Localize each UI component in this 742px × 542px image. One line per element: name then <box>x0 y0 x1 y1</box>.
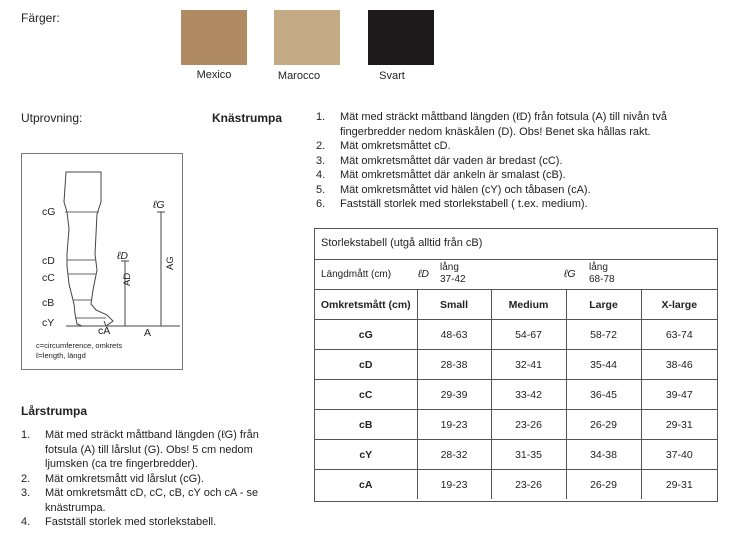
leg-measurement-diagram <box>21 153 183 370</box>
table-row <box>315 320 717 350</box>
colors-heading: Färger: <box>21 11 60 25</box>
color-swatch-svart <box>368 10 434 65</box>
table-cell: 19-23 <box>417 470 491 500</box>
table-row <box>315 440 717 470</box>
table-cell: 29-31 <box>641 410 717 440</box>
knee-step: 6. Fastställ storlek med storlekstabell ( t.ex. medium). <box>316 198 588 210</box>
label-cA: cA <box>98 325 111 337</box>
label-cC: cC <box>42 272 55 284</box>
table-cell: 38-46 <box>641 350 717 380</box>
lD-symbol: ℓD <box>418 268 429 280</box>
length-label: Längdmått (cm) <box>321 269 392 280</box>
header-cell: Large <box>566 290 641 320</box>
label-A: A <box>144 327 152 339</box>
lD-value-line1: lång <box>440 262 459 273</box>
table-cell: 33-42 <box>491 380 566 410</box>
table-cell: 34-38 <box>566 440 641 470</box>
diagram-legend-line2: ℓ=length, längd <box>36 351 86 360</box>
table-cell: 54-67 <box>491 320 566 350</box>
knee-step: 5. Mät omkretsmåttet vid hälen (cY) och tåbasen (cA). <box>316 183 591 196</box>
label-cD: cD <box>42 255 55 267</box>
thigh-step: 1. Mät med sträckt måttband längden (ℓG) från fotsula (A) till lårslut (G). Obs! 5 cm nedom ljumsken (ca tre fingerbredder). <box>21 429 259 470</box>
row-label: cB <box>315 410 417 440</box>
color-label-mexico: Mexico <box>196 69 232 81</box>
table-cell: 48-63 <box>417 320 491 350</box>
table-cell: 37-40 <box>641 440 717 470</box>
header-cell: Small <box>417 290 491 320</box>
label-cG: cG <box>42 206 56 218</box>
color-swatch-mexico <box>181 10 247 65</box>
table-cell: 26-29 <box>566 470 641 500</box>
row-label: cD <box>315 350 417 380</box>
table-cell: 35-44 <box>566 350 641 380</box>
label-cY: cY <box>42 317 55 329</box>
fitting-label: Utprovning: <box>21 111 83 125</box>
table-header-row <box>315 290 717 320</box>
row-label: cG <box>315 320 417 350</box>
knee-step: 2. Mät omkretsmåttet cD. <box>316 140 451 152</box>
row-label: cY <box>315 440 417 470</box>
length-row <box>315 259 717 290</box>
table-cell: 23-26 <box>491 470 566 500</box>
lG-value-line1: lång <box>589 262 608 273</box>
table-cell: 31-35 <box>491 440 566 470</box>
thigh-step: 3. Mät omkretsmått cD, cC, cB, cY och cA - se knästrumpa. <box>21 487 259 514</box>
table-cell: 28-32 <box>417 440 491 470</box>
color-label-marocco: Marocco <box>277 70 321 82</box>
size-table-caption: Storlekstabell (utgå alltid från cB) <box>321 237 483 249</box>
label-AD: AD <box>122 272 133 286</box>
thigh-step: 4. Fastställ storlek med storlekstabell. <box>21 516 217 528</box>
table-row <box>315 350 717 380</box>
thigh-steps-list <box>21 428 289 530</box>
table-cell: 63-74 <box>641 320 717 350</box>
table-cell: 23-26 <box>491 410 566 440</box>
table-cell: 29-31 <box>641 470 717 500</box>
thigh-step: 2. Mät omkretsmått vid lårslut (cG). <box>21 472 204 485</box>
table-row <box>315 380 717 410</box>
lG-value-line2: 68-78 <box>589 274 615 285</box>
table-cell: 26-29 <box>566 410 641 440</box>
row-label: cA <box>315 470 417 500</box>
table-row <box>315 470 717 500</box>
header-cell: Medium <box>491 290 566 320</box>
label-AG: AG <box>165 256 176 270</box>
color-swatch-marocco <box>274 10 340 65</box>
table-cell: 32-41 <box>491 350 566 380</box>
knee-step: 1. Mät med sträckt måttband längden (ℓD) från fotsula (A) till nivån två fingerbredder nedom knäskålen (D). Obs! Benet ska hållas rakt. <box>316 111 667 138</box>
knee-title: Knästrumpa <box>212 111 283 125</box>
size-grid <box>315 289 717 499</box>
thigh-title: Lårstrumpa <box>21 404 88 418</box>
table-cell: 36-45 <box>566 380 641 410</box>
label-lG: ℓG <box>153 199 165 211</box>
lD-value-line2: 37-42 <box>440 274 466 285</box>
table-cell: 19-23 <box>417 410 491 440</box>
lG-symbol: ℓG <box>564 268 576 280</box>
label-lD: ℓD <box>117 250 128 262</box>
header-cell: X-large <box>641 290 717 320</box>
knee-steps-list <box>316 110 716 212</box>
table-cell: 39-47 <box>641 380 717 410</box>
table-cell: 28-38 <box>417 350 491 380</box>
table-cell: 29-39 <box>417 380 491 410</box>
row-label: cC <box>315 380 417 410</box>
table-cell: 58-72 <box>566 320 641 350</box>
table-row <box>315 410 717 440</box>
label-cB: cB <box>42 297 55 309</box>
color-label-svart: Svart <box>379 70 405 82</box>
knee-step: 4. Mät omkretsmåttet där ankeln är smalast (cB). <box>316 169 566 181</box>
knee-step: 3. Mät omkretsmåttet där vaden är bredast (cC). <box>316 154 563 167</box>
size-table <box>314 228 718 502</box>
header-cell: Omkretsmått (cm) <box>315 290 417 320</box>
diagram-legend-line1: c=circumference, omkrets <box>36 341 123 350</box>
